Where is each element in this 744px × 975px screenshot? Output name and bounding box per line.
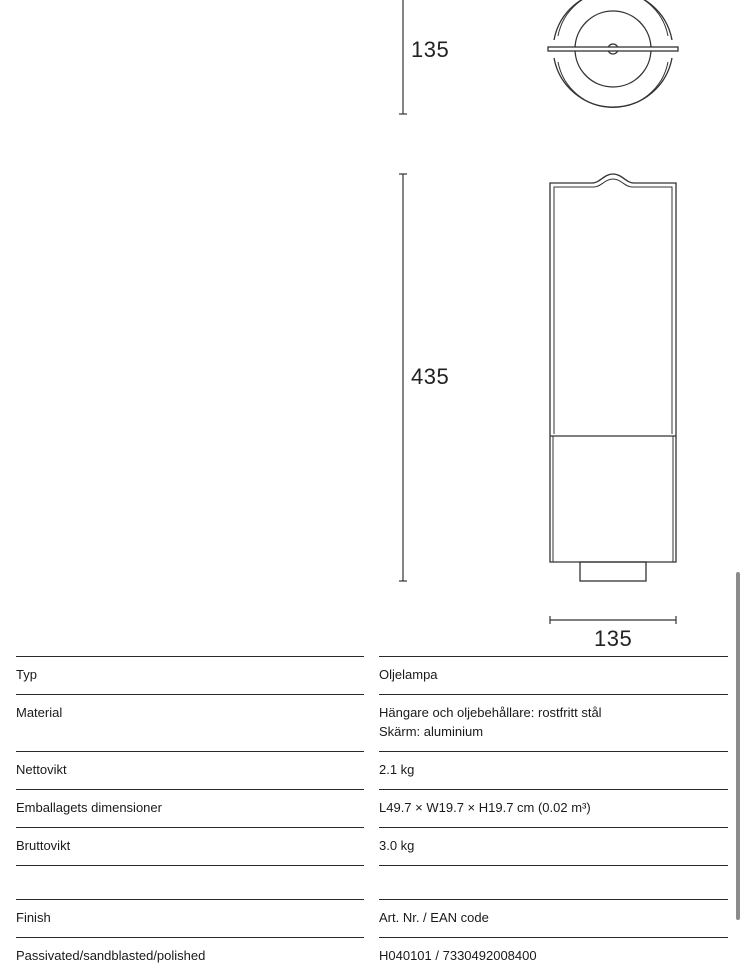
front-view-width-label: 135 bbox=[594, 626, 633, 651]
spec-value: 2.1 kg bbox=[379, 751, 728, 789]
spec-label bbox=[16, 865, 364, 899]
spec-value: Oljelampa bbox=[379, 656, 728, 694]
page-scrollbar[interactable] bbox=[736, 572, 740, 920]
lamp-top-view bbox=[548, 0, 678, 107]
spec-label: Emballagets dimensioner bbox=[16, 789, 364, 827]
spec-label: Material bbox=[16, 694, 364, 751]
top-view-height-label: 135 bbox=[411, 37, 450, 62]
spec-row-gross-weight bbox=[16, 827, 728, 865]
spec-value: L49.7 × W19.7 × H19.7 cm (0.02 m³) bbox=[379, 789, 728, 827]
spec-value: H040101 / 7330492008400 bbox=[379, 937, 728, 975]
spec-label: Typ bbox=[16, 656, 364, 694]
top-view-height-dimension bbox=[399, 0, 407, 114]
spec-label: Bruttovikt bbox=[16, 827, 364, 865]
spec-value: 3.0 kg bbox=[379, 827, 728, 865]
spec-row-type bbox=[16, 656, 728, 694]
lamp-front-view bbox=[550, 174, 676, 581]
front-view-height-label: 435 bbox=[411, 364, 450, 389]
spec-row-material bbox=[16, 694, 728, 751]
spec-value: Art. Nr. / EAN code bbox=[379, 899, 728, 937]
spec-value: Hängare och oljebehållare: rostfritt stål Skärm: aluminium bbox=[379, 694, 728, 751]
spec-label: Passivated/sandblasted/polished bbox=[16, 937, 364, 975]
spec-row-finish-header bbox=[16, 899, 728, 937]
spec-row-package-dimensions bbox=[16, 789, 728, 827]
specification-table bbox=[16, 656, 728, 975]
front-view-height-dimension bbox=[399, 174, 407, 581]
spec-row-finish-variant bbox=[16, 937, 728, 975]
spec-row-net-weight bbox=[16, 751, 728, 789]
spec-value bbox=[379, 865, 728, 899]
spec-label: Finish bbox=[16, 899, 364, 937]
spec-label: Nettovikt bbox=[16, 751, 364, 789]
front-view-width-dimension bbox=[550, 616, 676, 624]
spec-row-empty bbox=[16, 865, 728, 899]
